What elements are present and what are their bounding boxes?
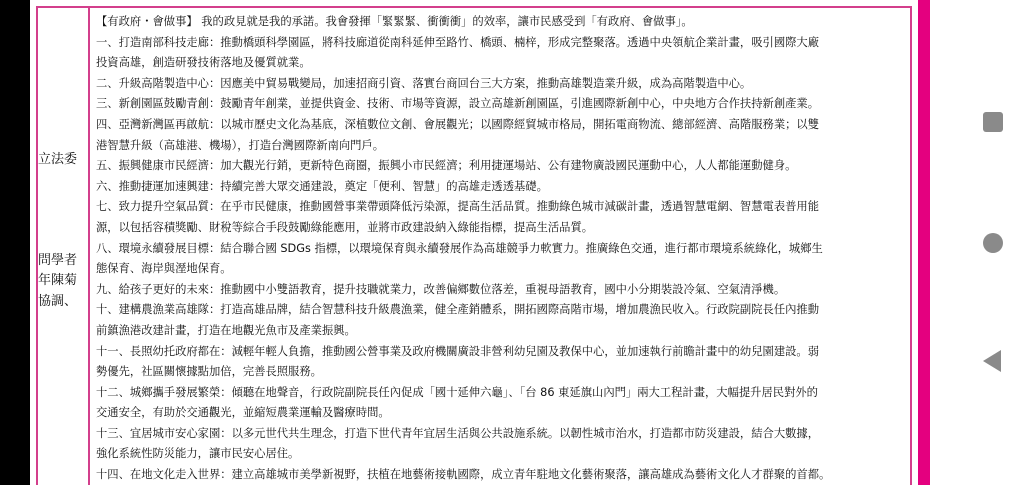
policy-line: 十一、長照幼托政府都在：減輕年輕人負擔，推動國公營事業及政府機關廣設非營利幼兒園及教保中心，並加速執行前瞻計畫中的幼兒園建設。弱 <box>96 344 820 358</box>
square-recents-icon[interactable] <box>983 112 1003 132</box>
left-column-label: 年陳菊 <box>38 273 78 288</box>
policy-line: 二、升級高階製造中心：因應美中貿易戰變局，加速招商引資、落實台商回台三大方案，推動高雄製造業升級，成為高階製造中心。 <box>96 76 752 90</box>
left-column-label: 立法委 <box>38 152 78 167</box>
circle-home-icon[interactable] <box>983 233 1003 253</box>
left-column-label: 問學者 <box>38 253 78 268</box>
policy-line: 勢優先，社區關懷據點加倍，完善長照服務。 <box>96 365 322 379</box>
policy-line: 四、亞灣新灣區再啟航：以城市歷史文化為基底，深植數位文創、會展觀光；以國際經貿城市格局，開拓電商物流、總部經濟、高階服務業；以雙 <box>96 117 820 131</box>
policy-line: 投資高雄，創造研發技術落地及優質就業。 <box>96 56 311 70</box>
table-right-rule <box>910 6 912 485</box>
left-black-edge <box>0 0 30 485</box>
policy-line: 前鎮漁港改建計畫，打造在地觀光魚市及產業振興。 <box>96 323 356 337</box>
policy-line: 十二、城鄉攜手發展繁榮：傾聽在地聲音，行政院副院長任內促成「國十延伸六龜」、「台 86 東延旗山內門」兩大工程計畫，大幅提升居民對外的 <box>96 385 818 399</box>
policy-line: 源，以包括容積獎勵、財稅等綜合手段鼓勵綠能應用，並將市政建設納入綠能指標，提高生活品質。 <box>96 220 594 234</box>
policy-line: 十四、在地文化走入世界：建立高雄城市美學新視野，扶植在地藝術接軌國際，成立青年駐地文化藝術聚落，讓高雄成為藝術文化人才群聚的首都。 <box>96 468 831 482</box>
left-column-label: 協調、 <box>38 294 78 309</box>
policy-line: 八、環境永續發展目標：結合聯合國 SDGs 指標，以環境保育與永續發展作為高雄競爭力軟實力。推廣綠色交通，進行都市環境系統綠化，城鄉生 <box>96 241 823 255</box>
policy-line: 五、振興健康市民經濟：加大觀光行銷，更新特色商圈，振興小市民經濟；利用捷運場站、公有建物廣設國民運動中心，人人都能運動健身。 <box>96 159 797 173</box>
policy-line: 港智慧升級（高雄港、機場），打造台灣國際新南向門戶。 <box>96 138 385 152</box>
policy-line: 交通安全，有助於交通觀光，並縮短農業運輸及醫療時間。 <box>96 406 390 420</box>
table-column-divider <box>88 6 90 485</box>
policy-line: 九、給孩子更好的未來：推動國中小雙語教育，提升技職就業力，改善偏鄉數位落差，重視母語教育，國中小分期裝設冷氣、空氣清淨機。 <box>96 282 786 296</box>
table-left-rule <box>36 6 38 485</box>
navigation-panel <box>930 0 1024 485</box>
policy-line: 七、致力提升空氣品質：在乎市民健康，推動國營事業帶頭降低污染源，提高生活品質。推動綠色城市減碳計畫，透過智慧電網、智慧電表普用能 <box>96 200 820 214</box>
policy-heading-line: 【有政府・會做事】 我的政見就是我的承諾。我會發揮「緊緊緊、衝衝衝」的效率，讓市民感受到「有政府、會做事」。 <box>96 15 693 28</box>
policy-text-block <box>96 12 908 486</box>
policy-line: 一、打造南部科技走廊：推動橋頭科學園區，將科技廊道從南科延伸至路竹、橋頭、楠梓，形成完整聚落。透過中央領航企業計畫，吸引國際大廠 <box>96 35 820 49</box>
table-top-rule <box>36 6 912 8</box>
accent-side-bar <box>918 0 930 485</box>
policy-line: 強化系統性防災能力，讓市民安心居住。 <box>96 447 300 461</box>
policy-line: 三、新創園區鼓勵青創：鼓勵青年創業，並提供資金、技術、市場等資源，設立高雄新創園區，引進國際新創中心，中央地方合作扶持新創產業。 <box>96 97 820 111</box>
policy-line: 六、推動捷運加速興建：持續完善大眾交通建設，奠定「便利、智慧」的高雄走透透基礎。 <box>96 179 548 193</box>
policy-line: 態保育、海岸與溼地保育。 <box>96 262 232 276</box>
policy-line: 十三、宜居城市安心家園：以多元世代共生理念，打造下世代青年宜居生活與公共設施系統。以韌性城市治水，打造都市防災建設，結合大數據， <box>96 426 820 440</box>
policy-line: 十、建構農漁業高雄隊：打造高雄品牌，結合智慧科技升級農漁業，健全產銷體系，開拓國際高階市場，增加農漁民收入。行政院副院長任內推動 <box>96 303 820 317</box>
triangle-back-icon[interactable] <box>983 350 1001 372</box>
